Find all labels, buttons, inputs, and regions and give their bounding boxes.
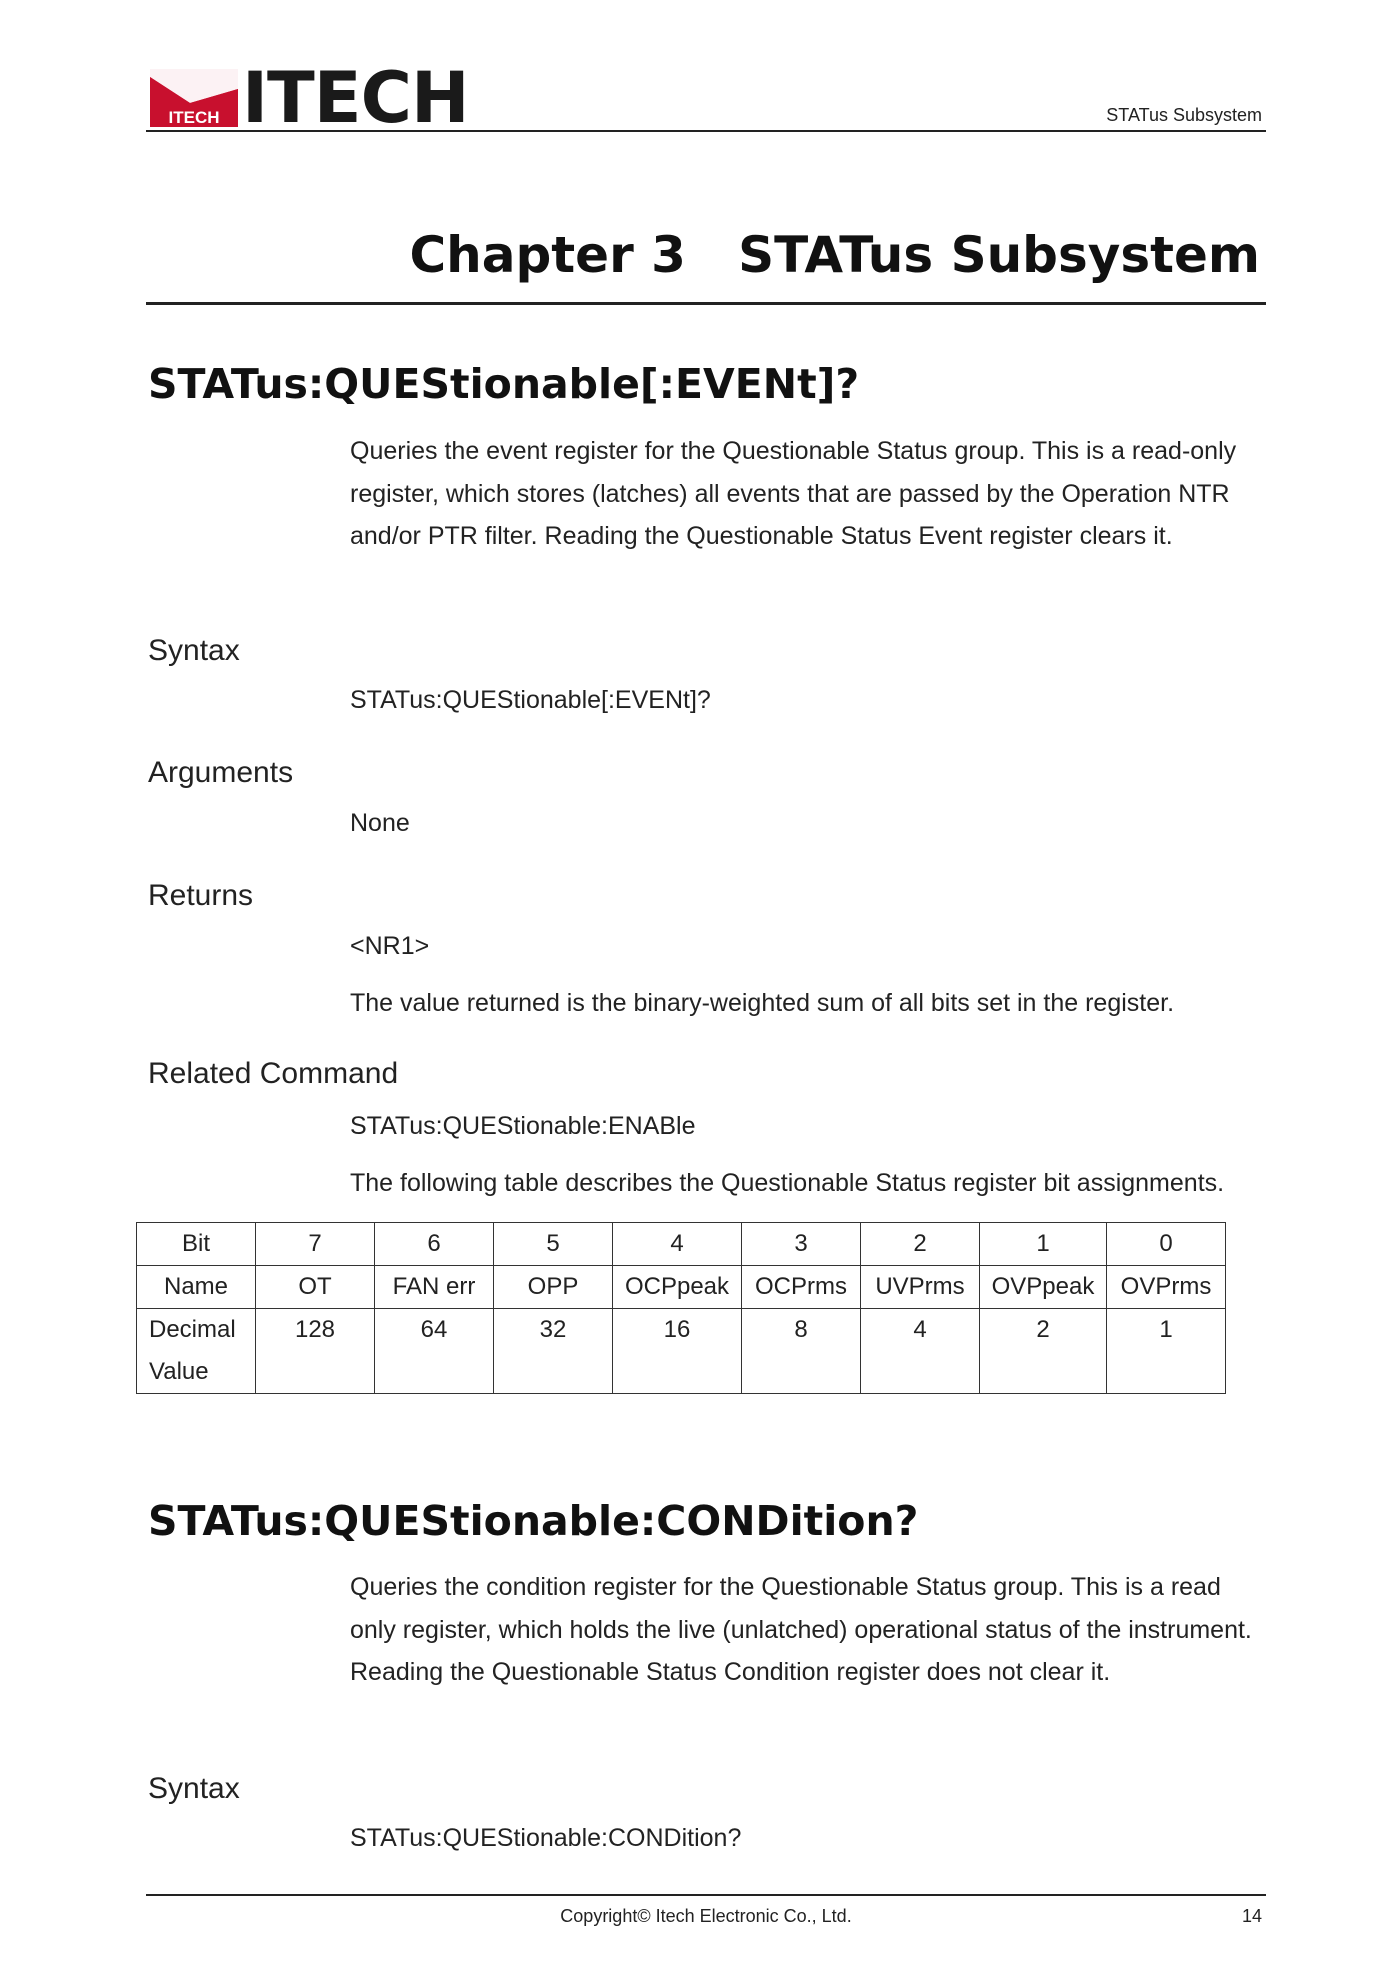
arguments-value: None <box>350 809 410 837</box>
table-cell: 32 <box>494 1309 613 1394</box>
syntax-command: STATus:QUEStionable[:EVENt]? <box>350 686 711 714</box>
table-cell: 128 <box>256 1309 375 1394</box>
related-command-label: Related Command <box>148 1057 399 1090</box>
syntax-command-condition: STATus:QUEStionable:CONDition? <box>350 1824 742 1852</box>
row-label: Name <box>137 1266 256 1309</box>
table-cell: FAN err <box>375 1266 494 1309</box>
table-cell: 8 <box>742 1309 861 1394</box>
table-cell: 2 <box>861 1223 980 1266</box>
table-intro: The following table describes the Questionable Status register bit assignments. <box>350 1169 1225 1197</box>
event-description: Queries the event register for the Questionable Status group. This is a read-only register, which stores (latches) all events that are passed by the Operation NTR and/or PTR filter. Reading the Questionable Status Event register clears it. <box>350 437 1237 550</box>
table-cell: 16 <box>613 1309 742 1394</box>
table-cell: 7 <box>256 1223 375 1266</box>
logo-wordmark: ITECH <box>242 57 469 139</box>
copyright-text: Copyright© Itech Electronic Co., Ltd. <box>560 1906 852 1926</box>
syntax-label: Syntax <box>148 634 240 667</box>
table-cell: 6 <box>375 1223 494 1266</box>
table-row-name <box>137 1266 1226 1309</box>
table-cell: OVPrms <box>1107 1266 1226 1309</box>
table-cell: 2 <box>980 1309 1107 1394</box>
returns-description: The value returned is the binary-weighted sum of all bits set in the register. <box>350 989 1175 1017</box>
itech-logo <box>150 57 469 139</box>
table-cell: OVPpeak <box>980 1266 1107 1309</box>
section-heading-event: STATus:QUEStionable[:EVENt]? <box>148 360 860 408</box>
arguments-label: Arguments <box>148 756 294 789</box>
table-cell: OCPrms <box>742 1266 861 1309</box>
chapter-banner <box>146 210 1266 305</box>
register-bit-table <box>136 1222 1226 1394</box>
page-footer <box>146 1894 1266 1936</box>
table-cell: UVPrms <box>861 1266 980 1309</box>
table-cell: OPP <box>494 1266 613 1309</box>
table-cell: 3 <box>742 1223 861 1266</box>
table-cell: OCPpeak <box>613 1266 742 1309</box>
table-cell: 4 <box>861 1309 980 1394</box>
row-label: Bit <box>137 1223 256 1266</box>
table-cell: 5 <box>494 1223 613 1266</box>
table-cell: 0 <box>1107 1223 1226 1266</box>
svg-text:ITECH: ITECH <box>168 108 220 127</box>
running-header-title: STATus Subsystem <box>1106 105 1262 125</box>
table-cell: 1 <box>1107 1309 1226 1394</box>
table-cell: 4 <box>613 1223 742 1266</box>
returns-type: <NR1> <box>350 932 430 960</box>
chapter-title: Chapter 3 STATus Subsystem <box>409 226 1260 284</box>
page-number: 14 <box>1241 1906 1262 1926</box>
syntax-label-condition: Syntax <box>148 1772 240 1805</box>
table-cell: 64 <box>375 1309 494 1394</box>
table-cell: OT <box>256 1266 375 1309</box>
page-header <box>146 57 1266 139</box>
returns-label: Returns <box>148 879 254 912</box>
row-label: Decimal Value <box>137 1309 256 1394</box>
itech-logo-badge-icon <box>150 69 238 127</box>
related-command: STATus:QUEStionable:ENABle <box>350 1112 696 1140</box>
table-row-bit <box>137 1223 1226 1266</box>
section-heading-condition: STATus:QUEStionable:CONDition? <box>148 1497 919 1545</box>
table-row-decimal <box>137 1309 1226 1394</box>
condition-description: Queries the condition register for the Questionable Status group. This is a read only register, which holds the live (unlatched) operational status of the instrument. Reading the Questionable Status Condition register does not clear it. <box>350 1573 1252 1686</box>
table-cell: 1 <box>980 1223 1107 1266</box>
